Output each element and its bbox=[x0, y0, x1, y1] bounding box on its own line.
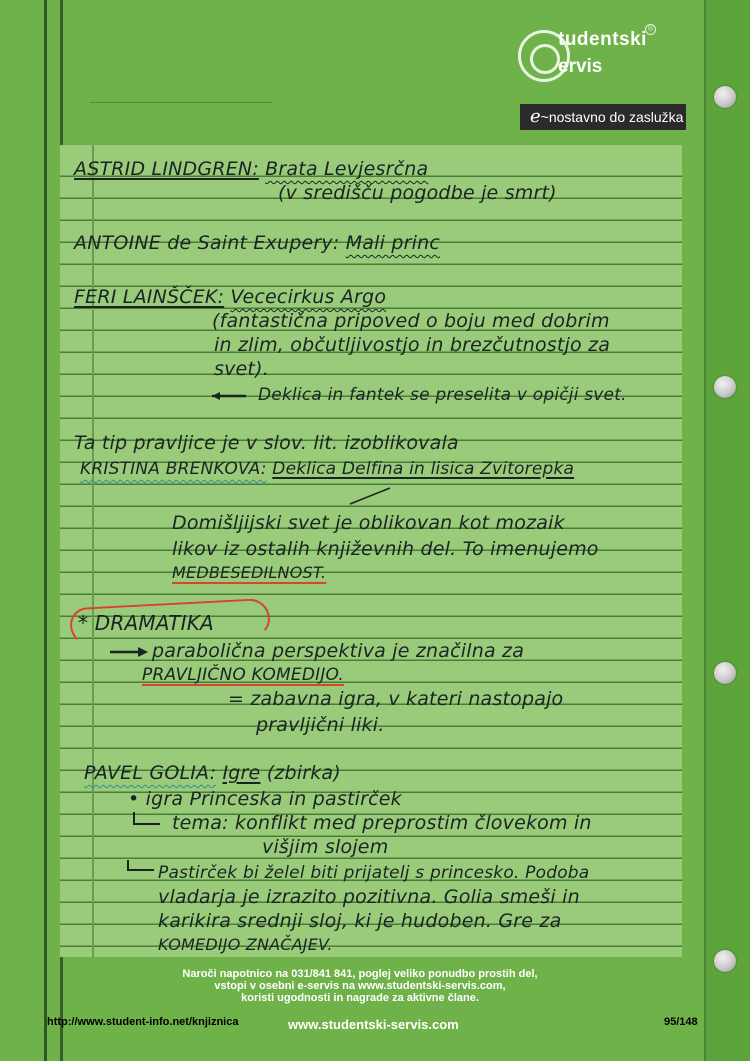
name-line bbox=[90, 102, 272, 103]
website-url[interactable]: www.studentski-servis.com bbox=[288, 1017, 459, 1032]
note-line: svet). bbox=[214, 358, 269, 380]
vertical-rule-line bbox=[44, 0, 47, 1061]
work-title: Brata Levjesrčna bbox=[265, 158, 429, 180]
note-line: tema: konflikt med preprostim človekom in bbox=[172, 812, 592, 834]
author-name: PAVEL GOLIA: bbox=[84, 762, 217, 784]
work-title: Vececirkus Argo bbox=[230, 286, 387, 308]
binder-hole bbox=[714, 662, 736, 684]
slogan-e-letter: e bbox=[530, 106, 541, 127]
note-line bbox=[74, 158, 428, 180]
arrow-icon bbox=[346, 486, 392, 508]
registered-mark: ® bbox=[645, 24, 656, 35]
note-line: = zabavna igra, v kateri nastopajo bbox=[228, 688, 564, 710]
note-line: višjim slojem bbox=[262, 836, 389, 858]
page-number: 95/148 bbox=[664, 1016, 698, 1028]
note-line: Deklica in fantek se preselita v opičji svet. bbox=[258, 385, 627, 405]
note-line: in zlim, občutljivostjo in brezčutnostjo za bbox=[214, 334, 611, 356]
note-line: parabolična perspektiva je značilna za bbox=[152, 640, 525, 662]
keyword: MEDBESEDILNOST. bbox=[172, 563, 327, 582]
note-line: Ta tip pravljice je v slov. lit. izoblikovala bbox=[74, 432, 459, 454]
note-line: Pastirček bi želel biti prijatelj s princesko. Podoba bbox=[158, 863, 590, 883]
slogan-text: ~nostavno do zaslužka bbox=[540, 109, 684, 125]
binder-hole bbox=[714, 950, 736, 972]
note-remark: (zbirka) bbox=[266, 762, 341, 784]
keyword: PRAVLJIČNO KOMEDIJO. bbox=[142, 665, 345, 685]
binder-hole bbox=[714, 86, 736, 108]
arrow-icon bbox=[212, 390, 252, 402]
footer-line: vstopi v osebni e-servis na www.studentski-servis.com, bbox=[214, 980, 506, 992]
work-title: Igre bbox=[222, 762, 261, 784]
note-line bbox=[80, 458, 574, 480]
note-line: (fantastična pripoved o boju med dobrim bbox=[212, 310, 610, 332]
author-name: ASTRID LINDGREN: bbox=[74, 158, 259, 180]
note-line: likov iz ostalih književnih del. To imenujemo bbox=[172, 538, 599, 560]
author-name: ANTOINE de Saint Exupery: bbox=[74, 232, 340, 254]
logo-text-line2: ervis bbox=[558, 56, 603, 77]
note-line bbox=[84, 762, 341, 784]
studentski-servis-logo bbox=[518, 24, 658, 88]
note-line bbox=[74, 286, 386, 308]
author-name: FERI LAINŠČEK: bbox=[74, 286, 225, 308]
arrow-icon bbox=[130, 812, 170, 830]
slogan-banner bbox=[520, 104, 686, 130]
note-line: Domišljijski svet je oblikovan kot mozaik bbox=[172, 512, 565, 534]
source-url[interactable]: http://www.student-info.net/knjiznica bbox=[47, 1016, 239, 1028]
work-title: Mali princ bbox=[345, 232, 440, 254]
note-line: vladarja je izrazito pozitivna. Golia smeši in bbox=[158, 886, 580, 908]
work-title: Deklica Delfina in lisica Zvitorepka bbox=[272, 459, 575, 479]
note-line bbox=[74, 232, 440, 254]
binder-hole bbox=[714, 376, 736, 398]
footer-promo bbox=[150, 968, 570, 1004]
arrow-icon bbox=[110, 646, 150, 658]
author-name: KRISTINA BRENKOVA: bbox=[80, 459, 267, 479]
footer-line: koristi ugodnosti in nagrade za aktivne člane. bbox=[241, 992, 479, 1004]
binder-strip bbox=[706, 0, 750, 1061]
footer-line: Naroči napotnico na 031/841 841, poglej veliko ponudbo prostih del, bbox=[182, 968, 538, 980]
section-heading: * DRAMATIKA bbox=[78, 611, 214, 635]
logo-text-line1: tudentski bbox=[558, 29, 647, 50]
note-line: pravljični liki. bbox=[256, 714, 385, 736]
note-line: (v središču pogodbe je smrt) bbox=[278, 182, 557, 204]
vertical-rule-line bbox=[704, 0, 706, 1061]
note-line: karikira srednji sloj, ki je hudoben. Gre za bbox=[158, 910, 562, 932]
margin-line bbox=[92, 145, 94, 957]
note-line: KOMEDIJO ZNAČAJEV. bbox=[158, 935, 333, 954]
note-line: • igra Princeska in pastirček bbox=[128, 788, 402, 810]
note-line bbox=[142, 664, 344, 686]
note-line bbox=[172, 562, 326, 584]
